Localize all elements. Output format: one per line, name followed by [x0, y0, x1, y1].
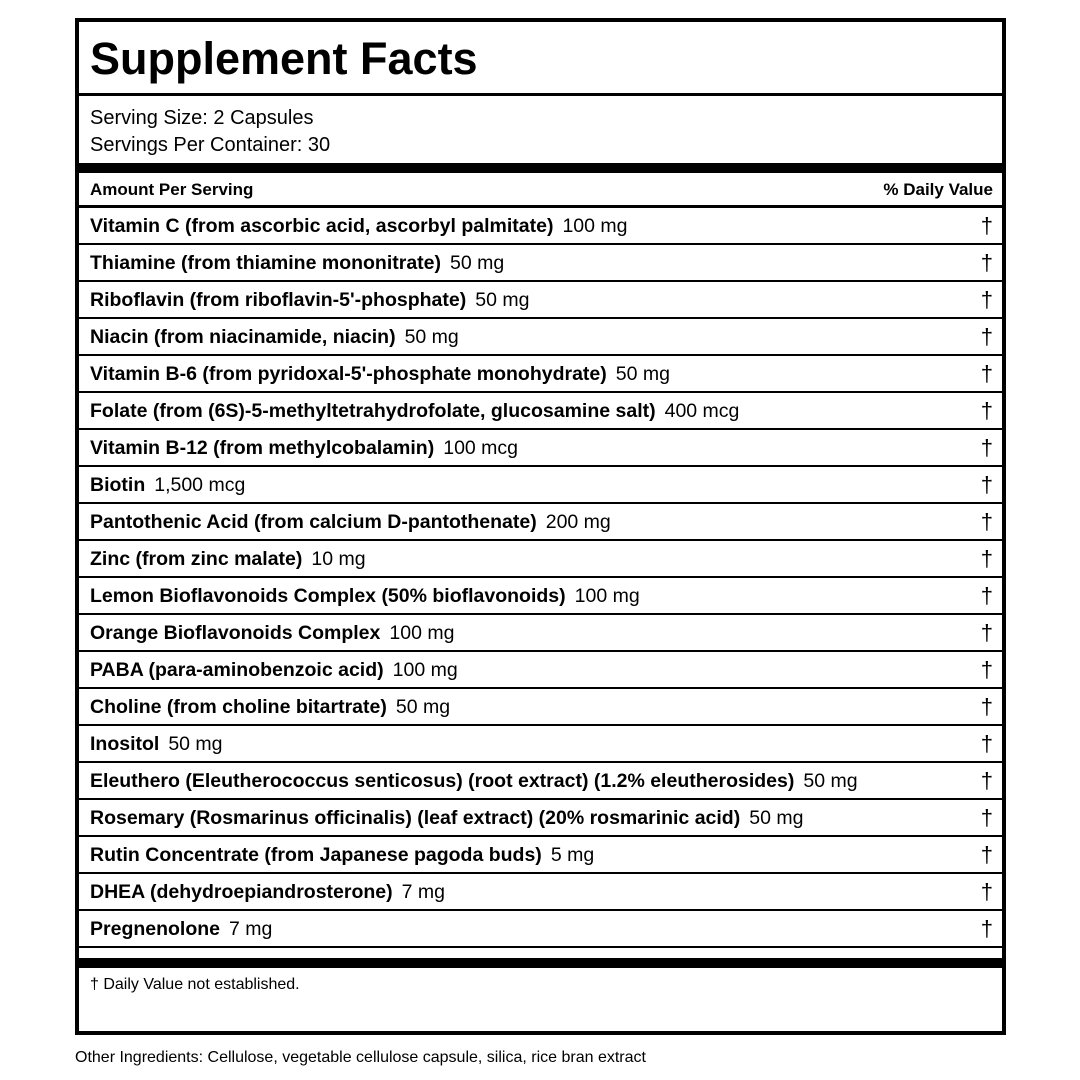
daily-value-dagger: †	[980, 361, 993, 386]
daily-value-dagger: †	[980, 805, 993, 830]
ingredient-name-text: Vitamin B-12 (from methylcobalamin)	[90, 437, 435, 459]
table-row	[79, 837, 1002, 874]
ingredient-amount: 1,500 mcg	[154, 474, 246, 496]
ingredient-name	[90, 393, 739, 429]
ingredient-name-text: Rosemary (Rosmarinus officinalis) (leaf extract) (20% rosmarinic acid)	[90, 807, 741, 829]
daily-value-dagger: †	[980, 731, 993, 756]
ingredient-amount: 5 mg	[550, 844, 595, 866]
daily-value-dagger: †	[980, 509, 993, 534]
table-row	[79, 356, 1002, 393]
ingredient-name	[90, 615, 454, 651]
ingredient-name	[90, 541, 366, 577]
table-row	[79, 615, 1002, 652]
ingredient-name	[90, 356, 670, 392]
ingredient-amount: 7 mg	[401, 881, 445, 903]
table-row	[79, 245, 1002, 282]
daily-value-dagger: †	[980, 879, 993, 904]
ingredient-name	[90, 652, 458, 688]
ingredient-name	[90, 578, 640, 614]
daily-value-dagger: †	[980, 435, 993, 460]
ingredient-amount: 100 mg	[562, 215, 628, 237]
ingredient-name-text: Lemon Bioflavonoids Complex (50% bioflavonoids)	[90, 585, 566, 607]
ingredient-name-text: Rutin Concentrate (from Japanese pagoda buds)	[90, 844, 542, 866]
ingredient-amount: 50 mg	[395, 696, 451, 718]
daily-value-dagger: †	[980, 546, 993, 571]
ingredient-name-text: Orange Bioflavonoids Complex	[90, 622, 381, 644]
ingredient-name-text: Eleuthero (Eleutherococcus senticosus) (root extract) (1.2% eleutherosides)	[90, 770, 795, 792]
ingredient-amount: 100 mg	[574, 585, 640, 607]
daily-value-dagger: †	[980, 398, 993, 423]
ingredient-amount: 100 mcg	[443, 437, 519, 459]
ingredient-amount: 50 mg	[168, 733, 223, 755]
ingredient-name-text: Inositol	[90, 733, 160, 755]
daily-value-dagger: †	[980, 472, 993, 497]
ingredient-name-text: Biotin	[90, 474, 146, 496]
ingredient-amount: 400 mcg	[664, 400, 740, 422]
table-row	[79, 430, 1002, 467]
daily-value-dagger: †	[980, 768, 993, 793]
ingredient-name-text: PABA (para-aminobenzoic acid)	[90, 659, 384, 681]
ingredient-amount: 50 mg	[749, 807, 804, 829]
daily-value-dagger: †	[980, 324, 993, 349]
serving-size: Serving Size: 2 Capsules	[90, 107, 314, 129]
daily-value-dagger: †	[980, 916, 993, 941]
table-row	[79, 578, 1002, 615]
table-row	[79, 319, 1002, 356]
ingredient-name-text: Vitamin C (from ascorbic acid, ascorbyl palmitate)	[90, 215, 554, 237]
table-row	[79, 393, 1002, 430]
ingredient-amount: 50 mg	[475, 289, 530, 311]
ingredient-name	[90, 504, 611, 540]
table-row	[79, 467, 1002, 504]
ingredient-name	[90, 763, 858, 799]
ingredient-name-text: Thiamine (from thiamine mononitrate)	[90, 252, 442, 274]
ingredient-amount: 100 mg	[389, 622, 455, 644]
table-row	[79, 763, 1002, 800]
amount-per-serving-header: Amount Per Serving	[90, 180, 254, 199]
table-row	[79, 911, 1002, 948]
thick-divider-bottom	[79, 958, 1002, 968]
table-row	[79, 208, 1002, 245]
ingredient-name-text: DHEA (dehydroepiandrosterone)	[90, 881, 393, 903]
ingredient-name-text: Zinc (from zinc malate)	[90, 548, 303, 570]
daily-value-dagger: †	[980, 657, 993, 682]
table-row	[79, 874, 1002, 911]
ingredient-name-text: Niacin (from niacinamide, niacin)	[90, 326, 396, 348]
daily-value-dagger: †	[980, 694, 993, 719]
serving-info	[90, 105, 330, 159]
column-header-row	[79, 173, 1002, 208]
table-row	[79, 504, 1002, 541]
ingredient-name	[90, 874, 445, 910]
ingredient-name	[90, 726, 223, 762]
table-row	[79, 800, 1002, 837]
ingredient-name-text: Pantothenic Acid (from calcium D-pantothenate)	[90, 511, 537, 533]
ingredient-name	[90, 837, 594, 873]
ingredient-amount: 10 mg	[311, 548, 366, 570]
daily-value-dagger: †	[980, 213, 993, 238]
ingredient-name-text: Pregnenolone	[90, 918, 221, 940]
panel-title: Supplement Facts	[79, 22, 1002, 96]
ingredient-amount: 50 mg	[450, 252, 505, 274]
daily-value-dagger: †	[980, 583, 993, 608]
table-row	[79, 726, 1002, 763]
daily-value-dagger: †	[980, 250, 993, 275]
ingredient-amount: 100 mg	[392, 659, 458, 681]
ingredient-amount: 200 mg	[545, 511, 611, 533]
ingredient-name-text: Folate (from (6S)-5-methyltetrahydrofolate, glucosamine salt)	[90, 400, 656, 422]
daily-value-dagger: †	[980, 287, 993, 312]
ingredient-name	[90, 208, 628, 244]
ingredient-amount: 50 mg	[615, 363, 670, 385]
ingredient-name	[90, 282, 529, 318]
ingredient-name	[90, 911, 272, 947]
table-row	[79, 541, 1002, 578]
other-ingredients: Other Ingredients: Cellulose, vegetable cellulose capsule, silica, rice bran extract	[75, 1049, 646, 1066]
supplement-facts-panel	[75, 18, 1006, 1035]
table-row	[79, 282, 1002, 319]
ingredient-name	[90, 430, 518, 466]
ingredient-name	[90, 689, 450, 725]
table-row	[79, 652, 1002, 689]
ingredient-name	[90, 245, 504, 281]
ingredient-name-text: Riboflavin (from riboflavin-5'-phosphate)	[90, 289, 467, 311]
servings-per-container: Servings Per Container: 30	[90, 134, 331, 156]
ingredient-amount: 50 mg	[803, 770, 858, 792]
daily-value-dagger: †	[980, 620, 993, 645]
thick-divider-top	[79, 163, 1002, 173]
ingredient-name	[90, 467, 245, 503]
ingredient-name	[90, 800, 803, 836]
daily-value-header: % Daily Value	[883, 180, 993, 199]
ingredient-amount: 7 mg	[229, 918, 273, 940]
ingredient-list	[79, 208, 1002, 948]
ingredient-amount: 50 mg	[404, 326, 459, 348]
ingredient-name-text: Choline (from choline bitartrate)	[90, 696, 387, 718]
table-row	[79, 689, 1002, 726]
ingredient-name	[90, 319, 459, 355]
ingredient-name-text: Vitamin B-6 (from pyridoxal-5'-phosphate monohydrate)	[90, 363, 607, 385]
daily-value-dagger: †	[980, 842, 993, 867]
footnote: † Daily Value not established.	[90, 976, 300, 993]
